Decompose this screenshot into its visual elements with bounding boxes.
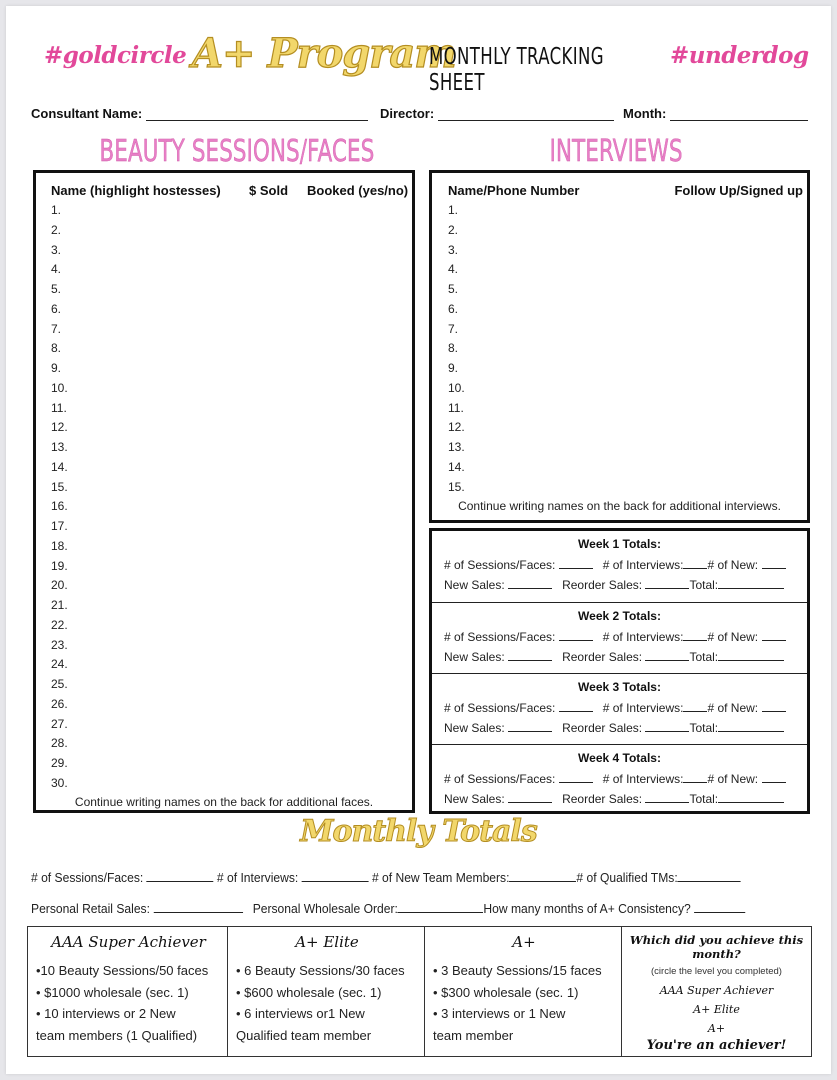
total-blank[interactable] (718, 791, 784, 803)
monthly-interviews-label: # of Interviews: (216, 870, 299, 885)
director-field[interactable] (380, 106, 614, 121)
consultant-name-field[interactable] (31, 106, 368, 121)
table-row[interactable]: 23. (51, 637, 68, 652)
table-row[interactable]: 3. (51, 242, 62, 257)
interviews-blank[interactable] (683, 700, 707, 712)
table-row[interactable]: 7. (448, 321, 459, 336)
week-4-totals (432, 744, 807, 815)
sessions-blank[interactable] (559, 557, 593, 569)
table-row[interactable]: 11. (448, 400, 464, 415)
interviews-continue-note: Continue writing names on the back for additional interviews. (458, 499, 781, 513)
achievement-instruction: (circle the level you completed) (651, 966, 782, 977)
table-row[interactable]: 10. (51, 380, 68, 395)
total-blank[interactable] (718, 649, 784, 661)
table-row[interactable]: 16. (51, 499, 68, 514)
week-sales-line: New Sales: Reorder Sales: Total: (432, 647, 807, 667)
level-a-plus-elite: A+ Elite • 6 Beauty Sessions/30 faces • $600 wholesale (sec. 1) • 6 interviews or1 New Qualified team member (227, 927, 424, 1056)
monthly-sessions-label: # of Sessions/Faces: (31, 870, 144, 885)
reorder-blank[interactable] (645, 791, 689, 803)
reorder-blank[interactable] (645, 577, 689, 589)
table-row[interactable]: 28. (51, 736, 68, 751)
monthly-new-members-label: # of New Team Members: (371, 870, 510, 885)
column-follow-up: Follow Up/Signed up (674, 183, 803, 198)
interviews-rows (448, 201, 798, 497)
new-blank[interactable] (762, 700, 786, 712)
table-row[interactable]: 8. (51, 341, 62, 356)
table-row[interactable]: 3. (448, 242, 459, 257)
hashtag-underdog: #underdog (670, 42, 809, 69)
achievement-levels-table (27, 926, 812, 1057)
column-sold: $ Sold (249, 183, 289, 198)
week-counts-line: # of Sessions/Faces: # of Interviews: # of New: (432, 698, 807, 718)
beauty-sessions-table (33, 170, 415, 813)
wholesale-order-label: Personal Wholesale Order: (252, 901, 398, 916)
table-row[interactable]: 25. (51, 677, 68, 691)
table-row[interactable]: 17. (51, 519, 68, 533)
table-row[interactable]: 2. (448, 222, 459, 237)
wholesale-order-blank[interactable] (398, 901, 484, 913)
reorder-blank[interactable] (645, 649, 689, 661)
table-row[interactable]: 4. (51, 262, 62, 277)
table-row[interactable]: 1. (51, 203, 62, 217)
tracking-sheet (6, 6, 831, 1074)
new-sales-blank[interactable] (508, 577, 552, 589)
interviews-title: INTERVIEWS (549, 134, 683, 169)
month-field[interactable] (623, 106, 808, 121)
table-row[interactable]: 30. (51, 775, 68, 790)
month-label: Month: (623, 106, 667, 121)
achievement-closing: You're an achiever! (646, 1038, 787, 1053)
column-name-phone: Name/Phone Number (448, 183, 580, 198)
month-blank[interactable] (670, 108, 808, 121)
level-aaa-super-achiever: AAA Super Achiever •10 Beauty Sessions/50 faces • $1000 wholesale (sec. 1) • 10 interviews or 2 New team members (1 Qualified) (28, 927, 227, 1056)
table-row[interactable]: 10. (448, 380, 465, 395)
interviews-blank[interactable] (683, 771, 707, 783)
table-row[interactable]: 12. (51, 420, 68, 435)
table-row[interactable]: 15. (448, 479, 465, 494)
achievement-question: Which did you achieve this month? (629, 933, 804, 961)
table-row[interactable]: 12. (448, 420, 465, 435)
faces-continue-note: Continue writing names on the back for additional faces. (74, 795, 374, 809)
table-row[interactable]: 8. (448, 341, 459, 356)
week-title: Week 1 Totals: (578, 537, 661, 551)
column-booked: Booked (yes/no) (307, 183, 409, 198)
table-row[interactable]: 13. (448, 440, 465, 454)
new-sales-blank[interactable] (508, 720, 552, 732)
week-title: Week 4 Totals: (578, 751, 661, 765)
monthly-sales-row (31, 901, 745, 916)
week-counts-line: # of Sessions/Faces: # of Interviews: # of New: (432, 769, 807, 789)
consultant-name-label: Consultant Name: (31, 106, 143, 121)
monthly-counts-row (31, 870, 741, 885)
consistency-blank[interactable] (694, 901, 745, 913)
table-row[interactable]: 2. (51, 222, 62, 237)
level-title: AAA Super Achiever (51, 933, 206, 951)
week-title: Week 3 Totals: (578, 680, 661, 694)
table-row[interactable]: 27. (51, 716, 68, 731)
table-row[interactable]: 29. (51, 756, 68, 770)
total-blank[interactable] (718, 577, 784, 589)
new-sales-blank[interactable] (508, 791, 552, 803)
interviews-blank[interactable] (683, 557, 707, 569)
table-row[interactable]: 14. (448, 459, 465, 474)
table-row[interactable]: 7. (51, 321, 62, 336)
brand-title: A+ Program (192, 30, 456, 77)
director-label: Director: (380, 106, 435, 121)
table-row[interactable]: 15. (51, 479, 68, 494)
table-row[interactable]: 6. (448, 301, 459, 316)
week-sales-line: New Sales: Reorder Sales: Total: (432, 575, 807, 595)
table-row[interactable]: 11. (51, 400, 67, 415)
option-a-plus[interactable]: A+ (707, 1022, 726, 1035)
monthly-sessions-blank[interactable] (147, 870, 214, 882)
table-row[interactable]: 21. (51, 598, 68, 612)
director-blank[interactable] (438, 108, 614, 121)
new-blank[interactable] (762, 557, 786, 569)
sessions-blank[interactable] (559, 629, 593, 641)
column-name: Name (highlight hostesses) (51, 183, 221, 198)
table-row[interactable]: 4. (448, 262, 459, 277)
week-counts-line: # of Sessions/Faces: # of Interviews: # of New: (432, 555, 807, 575)
interviews-blank[interactable] (683, 629, 707, 641)
sessions-blank[interactable] (559, 700, 593, 712)
table-row[interactable]: 18. (51, 538, 68, 553)
option-a-plus-elite[interactable]: A+ Elite (693, 1003, 740, 1016)
table-row[interactable]: 20. (51, 578, 68, 593)
table-row[interactable]: 19. (51, 558, 68, 573)
table-row[interactable]: 6. (51, 301, 62, 316)
week-3-totals (432, 673, 807, 744)
table-row[interactable]: 24. (51, 657, 68, 672)
new-sales-blank[interactable] (508, 649, 552, 661)
new-blank[interactable] (762, 771, 786, 783)
sheet-subtitle: MONTHLY TRACKING SHEET (429, 44, 604, 96)
monthly-qualified-blank[interactable] (678, 870, 741, 882)
level-title: A+ (512, 933, 536, 951)
monthly-totals-title: Monthly Totals (300, 814, 537, 849)
week-1-totals (432, 531, 807, 602)
hashtag-goldcircle: #goldcircle (44, 42, 187, 69)
monthly-qualified-label: # of Qualified TMs: (576, 870, 678, 885)
table-row[interactable]: 13. (51, 440, 68, 454)
sessions-blank[interactable] (559, 771, 593, 783)
table-row[interactable]: 22. (51, 617, 68, 632)
beauty-sessions-title: BEAUTY SESSIONS/FACES (99, 134, 375, 169)
table-row[interactable]: 26. (51, 696, 68, 711)
weekly-totals-box (429, 528, 810, 814)
table-row[interactable]: 1. (448, 203, 459, 217)
week-2-totals (432, 602, 807, 673)
option-aaa-super-achiever[interactable]: AAA Super Achiever (659, 984, 774, 997)
table-row[interactable]: 9. (51, 361, 62, 375)
reorder-blank[interactable] (645, 720, 689, 732)
table-row[interactable]: 14. (51, 459, 68, 474)
table-row[interactable]: 5. (51, 282, 62, 296)
table-row[interactable]: 9. (448, 361, 459, 375)
interviews-table (429, 170, 810, 523)
level-a-plus: A+ • 3 Beauty Sessions/15 faces • $300 wholesale (sec. 1) • 3 interviews or 1 New team member (424, 927, 621, 1056)
achievement-selector (621, 927, 811, 1056)
week-counts-line: # of Sessions/Faces: # of Interviews: # of New: (432, 627, 807, 647)
total-blank[interactable] (718, 720, 784, 732)
new-blank[interactable] (762, 629, 786, 641)
level-title: A+ Elite (295, 933, 359, 951)
beauty-sessions-rows (51, 201, 401, 794)
monthly-interviews-blank[interactable] (302, 870, 369, 882)
monthly-new-members-blank[interactable] (509, 870, 576, 882)
retail-sales-label: Personal Retail Sales: (31, 901, 150, 916)
consultant-name-blank[interactable] (146, 108, 368, 121)
week-sales-line: New Sales: Reorder Sales: Total: (432, 789, 807, 809)
week-title: Week 2 Totals: (578, 609, 661, 623)
week-sales-line: New Sales: Reorder Sales: Total: (432, 718, 807, 738)
retail-sales-blank[interactable] (153, 901, 242, 913)
table-row[interactable]: 5. (448, 282, 459, 296)
consistency-label: How many months of A+ Consistency? (483, 901, 691, 916)
